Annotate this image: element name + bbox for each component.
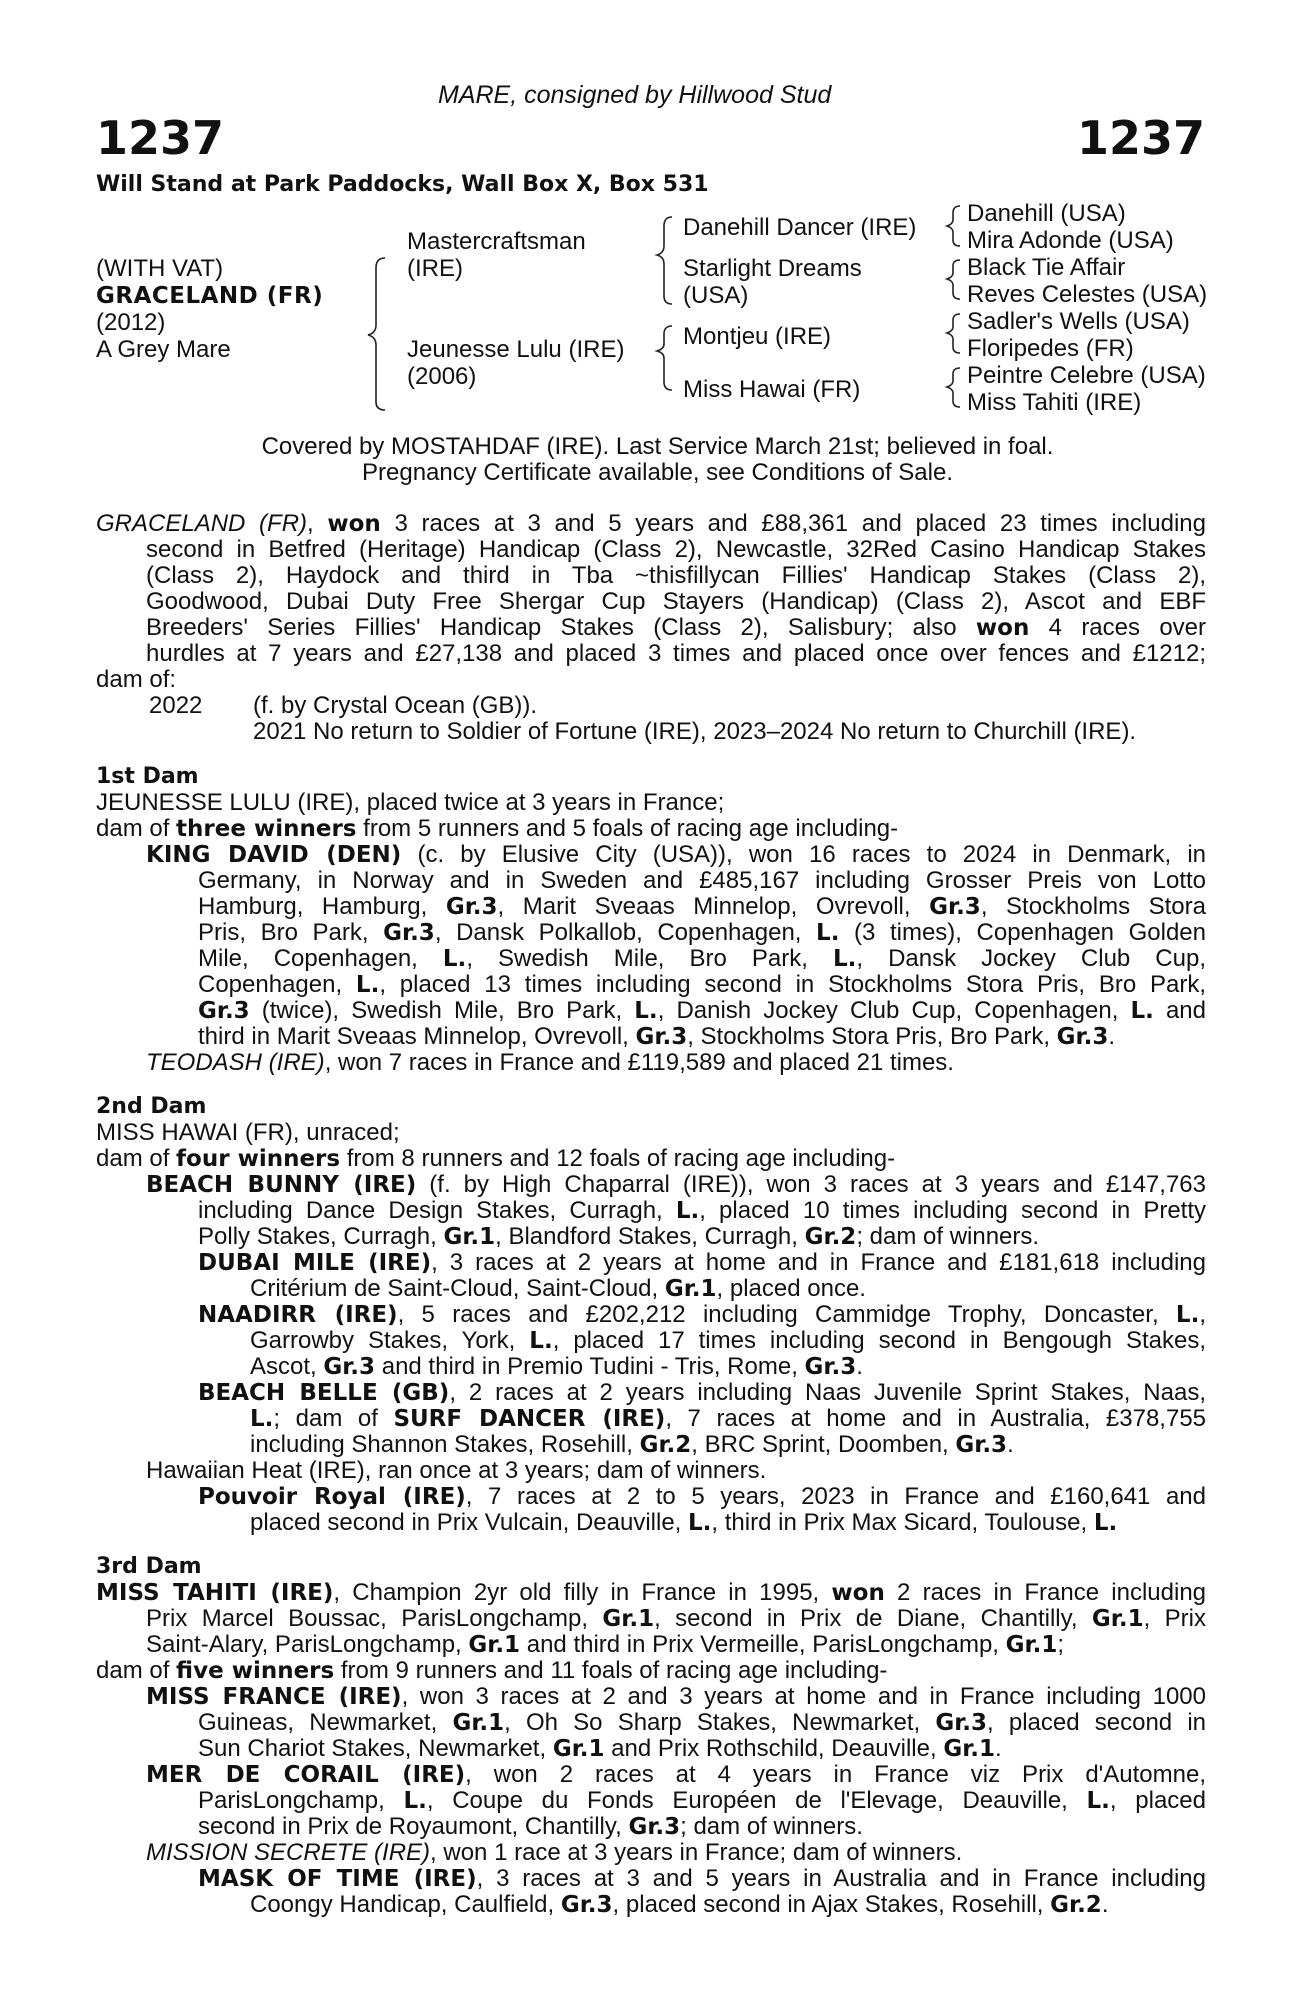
- ss-brace: [947, 206, 960, 246]
- dam-name: Jeunesse Lulu (IRE): [407, 336, 625, 363]
- second-dam-line: Hawaiian Heat (IRE), ran once at 3 years; dam of winners.: [146, 1457, 767, 1484]
- third-dam-line: MER DE CORAIL (IRE), won 2 races at 4 years in France viz Prix d'Automne,: [146, 1761, 1206, 1788]
- third-dam-section: [96, 1554, 1206, 1918]
- ggdam-1: Mira Adonde (USA): [967, 227, 1174, 254]
- third-dam-line: Guineas, Newmarket, Gr.1, Oh So Sharp Stakes, Newmarket, Gr.3, placed second in: [198, 1709, 1207, 1736]
- third-dam-heading: 3rd Dam: [96, 1554, 202, 1579]
- sire-dam-name: Starlight Dreams: [683, 255, 862, 282]
- record-line: Breeders' Series Fillies' Handicap Stakes (Class 2), Salisbury; also won 4 races over: [146, 614, 1207, 641]
- sire-name: Mastercraftsman: [407, 228, 586, 255]
- main-brace: [368, 258, 385, 410]
- sire-country: (IRE): [407, 255, 463, 282]
- ggsire-4: Peintre Celebre (USA): [967, 362, 1206, 389]
- second-dam-line: Critérium de Saint-Cloud, Saint-Cloud, Gr.1, placed once.: [250, 1275, 866, 1302]
- ggsire-2: Black Tie Affair: [967, 254, 1126, 281]
- record-horse-name: GRACELAND (FR): [96, 510, 308, 537]
- ds-brace: [947, 314, 960, 353]
- vat-label: (WITH VAT): [96, 255, 224, 282]
- sd-brace: [947, 260, 960, 299]
- sire-dam-country: (USA): [683, 282, 749, 309]
- ggdam-3: Floripedes (FR): [967, 335, 1134, 362]
- lot-number-right: 1237: [1076, 111, 1205, 165]
- first-dam-line: dam of three winners from 5 runners and 5 foals of racing age including-: [96, 815, 899, 842]
- second-dam-line: Ascot, Gr.3 and third in Premio Tudini - Tris, Rome, Gr.3.: [250, 1353, 863, 1380]
- race-record: GRACELAND (FR), won 3 races at 3 and 5 years and £88,361 and placed 23 times including second in Betfred (Heritage) Handicap (Class 2), Newcastle, 32Red Casino Handicap Stakes (Class 2), Haydock and third in Tba ~thisfillycan Fillies' Handicap Stakes (Class 2), Goodwood, Dubai Duty Free Shergar Cup Stayers (Handicap) (Class 2), Ascot and EBF Breeders' Series Fillies' Handicap Stakes (Class 2), Salisbury; also won 4 races over hurdles at 7 years and £27,138 and placed 3 times and placed once over fences and £1212; dam of: 2022 (f. by Crystal Ocean (GB)). 2021 No return to Soldier of Fortune (IRE), 2023–2024 No return to Churchill (IRE).: [96, 510, 1207, 745]
- third-dam-line: MISS FRANCE (IRE), won 3 races at 2 and 3 years at home and in France including 1000: [146, 1683, 1206, 1710]
- horse-name: GRACELAND (FR): [96, 283, 324, 309]
- horse-year: (2012): [96, 309, 166, 336]
- third-dam-line: Sun Chariot Stakes, Newmarket, Gr.1 and Prix Rothschild, Deauville, Gr.1.: [198, 1735, 1002, 1762]
- second-dam-line: including Shannon Stakes, Rosehill, Gr.2, BRC Sprint, Doomben, Gr.3.: [250, 1431, 1014, 1458]
- consignment-line: MARE, consigned by Hillwood Stud: [438, 81, 832, 109]
- sire-sire: Danehill Dancer (IRE): [683, 214, 917, 241]
- first-dam-line: Pris, Bro Park, Gr.3, Dansk Polkallob, Copenhagen, L. (3 times), Copenhagen Golden: [198, 919, 1206, 946]
- won-label: won: [327, 511, 381, 537]
- dam-of-label: dam of:: [96, 666, 177, 693]
- second-dam-line: NAADIRR (IRE), 5 races and £202,212 including Cammidge Trophy, Doncaster, L.,: [198, 1301, 1206, 1328]
- record-line: Goodwood, Dubai Duty Free Shergar Cup Stayers (Handicap) (Class 2), Ascot and EBF: [146, 588, 1206, 615]
- ggdam-4: Miss Tahiti (IRE): [967, 389, 1142, 416]
- record-line: second in Betfred (Heritage) Handicap (Class 2), Newcastle, 32Red Casino Handicap Stakes: [146, 536, 1206, 563]
- first-dam-line: Germany, in Norway and in Sweden and £485,167 including Grosser Preis von Lotto: [198, 867, 1206, 894]
- first-dam-line: third in Marit Sveaas Minnelop, Ovrevoll, Gr.3, Stockholms Stora Pris, Bro Park, Gr.3.: [198, 1023, 1116, 1050]
- first-dam-section: [96, 764, 1206, 1076]
- third-dam-line: MASK OF TIME (IRE), 3 races at 3 and 5 years in Australia and in France including: [198, 1865, 1206, 1892]
- first-dam-line: Copenhagen, L., placed 13 times including second in Stockholms Stora Pris, Bro Park,: [198, 971, 1206, 998]
- dam-sire: Montjeu (IRE): [683, 323, 832, 350]
- third-dam-line: MISS TAHITI (IRE), Champion 2yr old filly in France in 1995, won 2 races in France including: [96, 1579, 1207, 1606]
- third-dam-line: Prix Marcel Boussac, ParisLongchamp, Gr.1, second in Prix de Diane, Chantilly, Gr.1, Prix: [146, 1605, 1206, 1632]
- second-dam-line: Pouvoir Royal (IRE), 7 races at 2 to 5 years, 2023 in France and £160,641 and: [198, 1483, 1206, 1510]
- dd-brace: [947, 368, 960, 407]
- first-dam-line: Hamburg, Hamburg, Gr.3, Marit Sveaas Minnelop, Ovrevoll, Gr.3, Stockholms Stora: [198, 893, 1206, 920]
- dam-brace: [657, 326, 672, 390]
- no-returns: 2021 No return to Soldier of Fortune (IRE), 2023–2024 No return to Churchill (IRE).: [253, 718, 1137, 745]
- second-dam-line: L.; dam of SURF DANCER (IRE), 7 races at home and in Australia, £378,755: [250, 1405, 1207, 1432]
- ggdam-2: Reves Celestes (USA): [967, 281, 1208, 308]
- third-dam-line: Coongy Handicap, Caulfield, Gr.3, placed second in Ajax Stakes, Rosehill, Gr.2.: [250, 1891, 1109, 1918]
- second-dam-line: BEACH BELLE (GB), 2 races at 2 years including Naas Juvenile Sprint Stakes, Naas,: [198, 1379, 1206, 1406]
- second-dam-line: Polly Stakes, Curragh, Gr.1, Blandford Stakes, Curragh, Gr.2; dam of winners.: [198, 1223, 1040, 1250]
- second-dam-line: placed second in Prix Vulcain, Deauville, L., third in Prix Max Sicard, Toulouse, L.: [250, 1509, 1118, 1536]
- produce-row: 2022 (f. by Crystal Ocean (GB)).: [149, 692, 538, 719]
- covered-line: Covered by MOSTAHDAF (IRE). Last Service March 21st; believed in foal.: [261, 433, 1054, 460]
- sire-brace: [657, 217, 672, 304]
- third-dam-line: dam of five winners from 9 runners and 11 foals of racing age including-: [96, 1657, 888, 1684]
- horse-description: A Grey Mare: [96, 336, 231, 363]
- second-dam-line: including Dance Design Stakes, Curragh, L., placed 10 times including second in Pretty: [198, 1197, 1207, 1224]
- second-dam-line: DUBAI MILE (IRE), 3 races at 2 years at home and in France and £181,618 including: [198, 1249, 1206, 1276]
- record-text: 3 races at 3 and 5 years and £88,361 and placed 23 times including: [380, 510, 1206, 537]
- ggsire-3: Sadler's Wells (USA): [967, 308, 1190, 335]
- first-dam-line: Mile, Copenhagen, L., Swedish Mile, Bro Park, L., Dansk Jockey Club Cup,: [198, 945, 1207, 972]
- dam-year: (2006): [407, 363, 477, 390]
- ggsire-1: Danehill (USA): [967, 200, 1126, 227]
- first-dam-line: JEUNESSE LULU (IRE), placed twice at 3 years in France;: [96, 789, 725, 816]
- third-dam-line: ParisLongchamp, L., Coupe du Fonds Européen de l'Elevage, Deauville, L., placed: [198, 1787, 1206, 1814]
- second-dam-section: [96, 1094, 1206, 1536]
- third-dam-line: second in Prix de Royaumont, Chantilly, Gr.3; dam of winners.: [198, 1813, 863, 1840]
- first-dam-heading: 1st Dam: [96, 764, 199, 789]
- second-dam-line: BEACH BUNNY (IRE) (f. by High Chaparral (IRE)), won 3 races at 3 years and £147,763: [146, 1171, 1206, 1198]
- third-dam-line: Saint-Alary, ParisLongchamp, Gr.1 and third in Prix Vermeille, ParisLongchamp, Gr.1;: [146, 1631, 1064, 1658]
- second-dam-line: Garrowby Stakes, York, L., placed 17 times including second in Bengough Stakes,: [250, 1327, 1206, 1354]
- second-dam-line: MISS HAWAI (FR), unraced;: [96, 1119, 400, 1146]
- pregnancy-line: Pregnancy Certificate available, see Conditions of Sale.: [362, 459, 953, 486]
- record-line: hurdles at 7 years and £27,138 and placed 3 times and placed once over fences and £1212;: [146, 640, 1206, 667]
- third-dam-line: MISSION SECRETE (IRE), won 1 race at 3 years in France; dam of winners.: [146, 1839, 963, 1866]
- dam-dam: Miss Hawai (FR): [683, 376, 861, 403]
- second-dam-line: dam of four winners from 8 runners and 12 foals of racing age including-: [96, 1145, 896, 1172]
- lot-number-left: 1237: [96, 111, 225, 165]
- stand-location: Will Stand at Park Paddocks, Wall Box X, Box 531: [96, 172, 709, 197]
- first-dam-line: TEODASH (IRE), won 7 races in France and £119,589 and placed 21 times.: [146, 1049, 954, 1076]
- first-dam-line: KING DAVID (DEN) (c. by Elusive City (USA)), won 16 races to 2024 in Denmark, in: [146, 841, 1206, 868]
- first-dam-line: Gr.3 (twice), Swedish Mile, Bro Park, L., Danish Jockey Club Cup, Copenhagen, L. and: [198, 997, 1206, 1024]
- second-dam-heading: 2nd Dam: [96, 1094, 207, 1119]
- record-line: (Class 2), Haydock and third in Tba ~thisfillycan Fillies' Handicap Stakes (Class 2),: [146, 562, 1206, 589]
